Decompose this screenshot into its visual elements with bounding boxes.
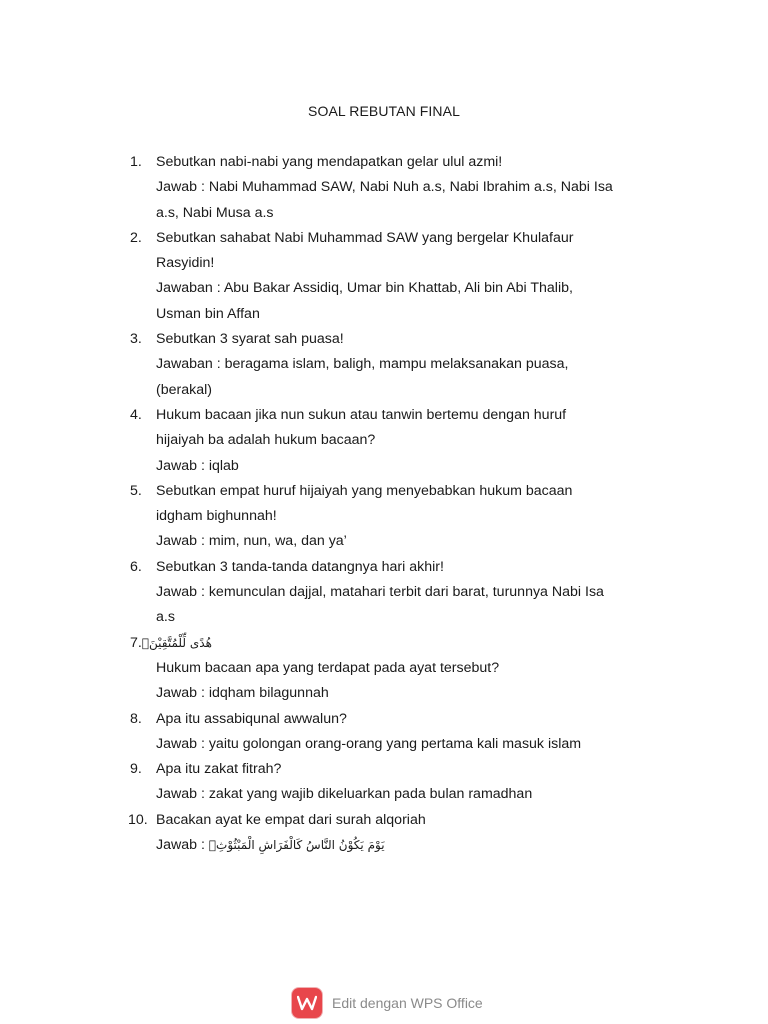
- answer-text: Jawab : yaitu golongan orang-orang yang pertama kali masuk islam: [156, 735, 582, 752]
- question-text: Apa itu assabiqunal awwalun?: [156, 710, 347, 727]
- answer-line: [156, 833, 660, 858]
- question-number: 10.: [128, 811, 148, 828]
- answer-text: Jawab : iqlab: [156, 457, 239, 474]
- question-item-10: [130, 808, 660, 859]
- question-item-5: [130, 479, 660, 555]
- question-item-3: [130, 327, 660, 403]
- answer-label: Jawab :: [156, 837, 209, 854]
- question-text: Sebutkan nabi-nabi yang mendapatkan gelar ulul azmi!: [156, 154, 503, 170]
- question-number: 3.: [130, 331, 142, 348]
- question-item-7: [130, 631, 660, 707]
- arabic-verse: هُدًى لِّلْمُتَّقِيْنَۙ: [141, 635, 212, 650]
- question-text: hijaiyah ba adalah hukum bacaan?: [156, 432, 376, 449]
- question-number: 9.: [130, 761, 142, 778]
- answer-text: Jawab : idqham bilagunnah: [156, 685, 329, 702]
- question-number: 2.: [130, 229, 142, 246]
- question-number: 6.: [130, 558, 142, 575]
- question-text: Sebutkan empat huruf hijaiyah yang menyebabkan hukum bacaan: [156, 482, 573, 499]
- question-text: Rasyidin!: [156, 255, 215, 272]
- question-number: 5.: [130, 482, 142, 499]
- wps-office-logo-icon: [292, 988, 322, 1018]
- arabic-verse: يَوْمَ يَكُوْنُ النَّاسُ كَالْفَرَاشِ الْمَبْثُوْثِۙ: [208, 838, 385, 853]
- question-text: Sebutkan sahabat Nabi Muhammad SAW yang bergelar Khulafaur: [156, 229, 574, 246]
- question-text: Bacakan ayat ke empat dari surah alqoriah: [156, 811, 426, 828]
- question-number: 1.: [130, 154, 142, 170]
- answer-text: Jawaban : Abu Bakar Assidiq, Umar bin Khattab, Ali bin Abi Thalib,: [156, 280, 573, 297]
- answer-text: a.s: [156, 609, 175, 626]
- answer-text: Jawaban : beragama islam, baligh, mampu melaksanakan puasa,: [156, 356, 569, 373]
- question-list: [130, 150, 660, 858]
- question-item-9: [130, 757, 660, 808]
- question-arabic-line: [130, 631, 660, 656]
- question-text: idgham bighunnah!: [156, 508, 277, 525]
- question-item-1: [130, 150, 660, 226]
- answer-text: Usman bin Affan: [156, 305, 260, 322]
- answer-text: Jawab : Nabi Muhammad SAW, Nabi Nuh a.s, Nabi Ibrahim a.s, Nabi Isa: [156, 179, 613, 196]
- question-number: 8.: [130, 710, 142, 727]
- question-text: Hukum bacaan apa yang terdapat pada ayat tersebut?: [156, 659, 500, 676]
- question-item-8: [130, 707, 660, 758]
- question-item-2: [130, 226, 660, 327]
- question-text: Sebutkan 3 syarat sah puasa!: [156, 331, 344, 348]
- answer-text: Jawab : kemunculan dajjal, matahari terbit dari barat, turunnya Nabi Isa: [156, 584, 604, 601]
- question-item-4: [130, 403, 660, 479]
- answer-text: Jawab : zakat yang wajib dikeluarkan pada bulan ramadhan: [156, 786, 533, 803]
- question-item-6: [130, 555, 660, 631]
- question-text: Hukum bacaan jika nun sukun atau tanwin bertemu dengan huruf: [156, 406, 567, 423]
- answer-text: Jawab : mim, nun, wa, dan ya’: [156, 533, 347, 550]
- question-number: 4.: [130, 406, 142, 423]
- wps-w-glyph-icon: [297, 995, 317, 1011]
- question-number: 7.: [130, 634, 142, 651]
- wps-edit-text[interactable]: Edit dengan WPS Office: [332, 995, 483, 1011]
- answer-text: a.s, Nabi Musa a.s: [156, 204, 274, 221]
- answer-text: (berakal): [156, 381, 212, 398]
- question-text: Sebutkan 3 tanda-tanda datangnya hari akhir!: [156, 558, 444, 575]
- wps-edit-banner[interactable]: [292, 987, 483, 1019]
- document-title: SOAL REBUTAN FINAL: [308, 103, 460, 119]
- question-text: Apa itu zakat fitrah?: [156, 761, 282, 778]
